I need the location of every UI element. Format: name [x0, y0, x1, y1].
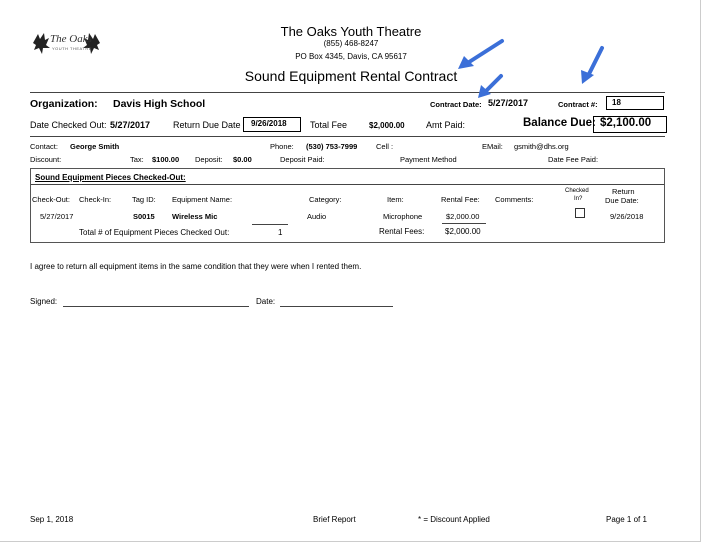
date-checked-out-label: Date Checked Out: — [30, 120, 107, 130]
rental-fees-value: $2,000.00 — [445, 227, 481, 236]
footer-date: Sep 1, 2018 — [30, 515, 74, 524]
contract-date-value: 5/27/2017 — [488, 98, 529, 108]
items-section-title: Sound Equipment Pieces Checked-Out: — [35, 173, 186, 182]
annotation-arrow-icon — [456, 36, 506, 72]
row-tag-id: S0015 — [133, 212, 155, 221]
document-title: Sound Equipment Rental Contract — [244, 68, 458, 84]
logo-text: The Oaks — [50, 33, 92, 45]
row-equipment-name: Wireless Mic — [172, 212, 218, 221]
col-checked-in-2: In? — [574, 196, 583, 202]
balance-due-label: Balance Due: — [523, 117, 596, 129]
org-address: PO Box 4345, Davis, CA 95617 — [295, 52, 407, 61]
col-return-due-1: Return — [612, 187, 635, 196]
organization-label: Organization: — [30, 98, 98, 110]
total-pieces-value: 1 — [278, 228, 283, 237]
balance-due-value: $2,100.00 — [600, 117, 652, 129]
deposit-label: Deposit: — [195, 155, 223, 164]
rental-fees-underline — [442, 223, 486, 224]
col-check-in: Check-In: — [79, 195, 112, 204]
email-label: EMail: — [482, 142, 503, 151]
discount-label: Discount: — [30, 155, 62, 164]
annotation-arrow-icon — [578, 44, 608, 86]
tax-value: $100.00 — [152, 155, 180, 164]
row-check-out: 5/27/2017 — [40, 212, 74, 221]
section-divider — [30, 136, 665, 137]
contract-number-value: 18 — [612, 98, 621, 107]
footer-discount-note: * = Discount Applied — [418, 515, 490, 524]
col-tag-id: Tag ID: — [132, 195, 156, 204]
row-rental-fee: $2,000.00 — [446, 212, 480, 221]
email-value: gsmith@dhs.org — [514, 142, 569, 151]
organization-value: Davis High School — [113, 98, 206, 110]
rental-fees-label: Rental Fees: — [379, 227, 425, 236]
signed-label: Signed: — [30, 297, 58, 306]
col-category: Category: — [309, 195, 342, 204]
tax-label: Tax: — [130, 155, 144, 164]
footer-page-number: Page 1 of 1 — [606, 515, 647, 524]
contact-value: George Smith — [70, 142, 120, 151]
col-check-out: Check-Out: — [32, 195, 70, 204]
header-divider — [30, 92, 665, 93]
return-due-value: 9/26/2018 — [251, 119, 287, 128]
contract-date-label: Contract Date: — [430, 100, 482, 109]
contract-number-label: Contract #: — [558, 100, 598, 109]
cell-label: Cell : — [376, 142, 394, 151]
annotation-arrow-icon — [475, 72, 505, 100]
checked-in-checkbox[interactable] — [575, 208, 585, 218]
row-item: Microphone — [383, 212, 423, 221]
return-due-label: Return Due Date — [173, 120, 241, 130]
agreement-text: I agree to return all equipment items in the same condition that they were when I rented them. — [30, 262, 362, 271]
signature-date-line[interactable] — [280, 306, 393, 307]
signature-line[interactable] — [63, 306, 249, 307]
row-return-due: 9/26/2018 — [610, 212, 644, 221]
row-category: Audio — [307, 212, 327, 221]
org-name: The Oaks Youth Theatre — [280, 24, 422, 39]
col-item: Item: — [387, 195, 404, 204]
date-label: Date: — [256, 297, 276, 306]
footer-report-name: Brief Report — [313, 515, 356, 524]
logo-subtext: YOUTH THEATRE — [52, 46, 92, 51]
org-phone: (855) 468-8247 — [323, 39, 379, 48]
col-return-due-2: Due Date: — [605, 196, 639, 205]
col-comments: Comments: — [495, 195, 534, 204]
total-fee-label: Total Fee — [310, 120, 348, 130]
col-equipment-name: Equipment Name: — [172, 195, 233, 204]
phone-label: Phone: — [270, 142, 294, 151]
col-rental-fee: Rental Fee: — [441, 195, 480, 204]
col-checked-in-1: Checked — [565, 188, 589, 194]
contact-label: Contact: — [30, 142, 58, 151]
deposit-value: $0.00 — [233, 155, 252, 164]
deposit-paid-label: Deposit Paid: — [280, 155, 325, 164]
date-checked-out-value: 5/27/2017 — [110, 120, 151, 130]
total-pieces-underline — [252, 224, 288, 225]
amount-paid-label: Amt Paid: — [426, 120, 466, 130]
total-fee-value: $2,000.00 — [369, 121, 405, 130]
payment-method-label: Payment Method — [400, 155, 457, 164]
phone-value: (530) 753-7999 — [306, 142, 358, 151]
total-pieces-label: Total # of Equipment Pieces Checked Out: — [79, 228, 230, 237]
date-fee-paid-label: Date Fee Paid: — [548, 155, 599, 164]
items-title-divider — [31, 184, 664, 185]
